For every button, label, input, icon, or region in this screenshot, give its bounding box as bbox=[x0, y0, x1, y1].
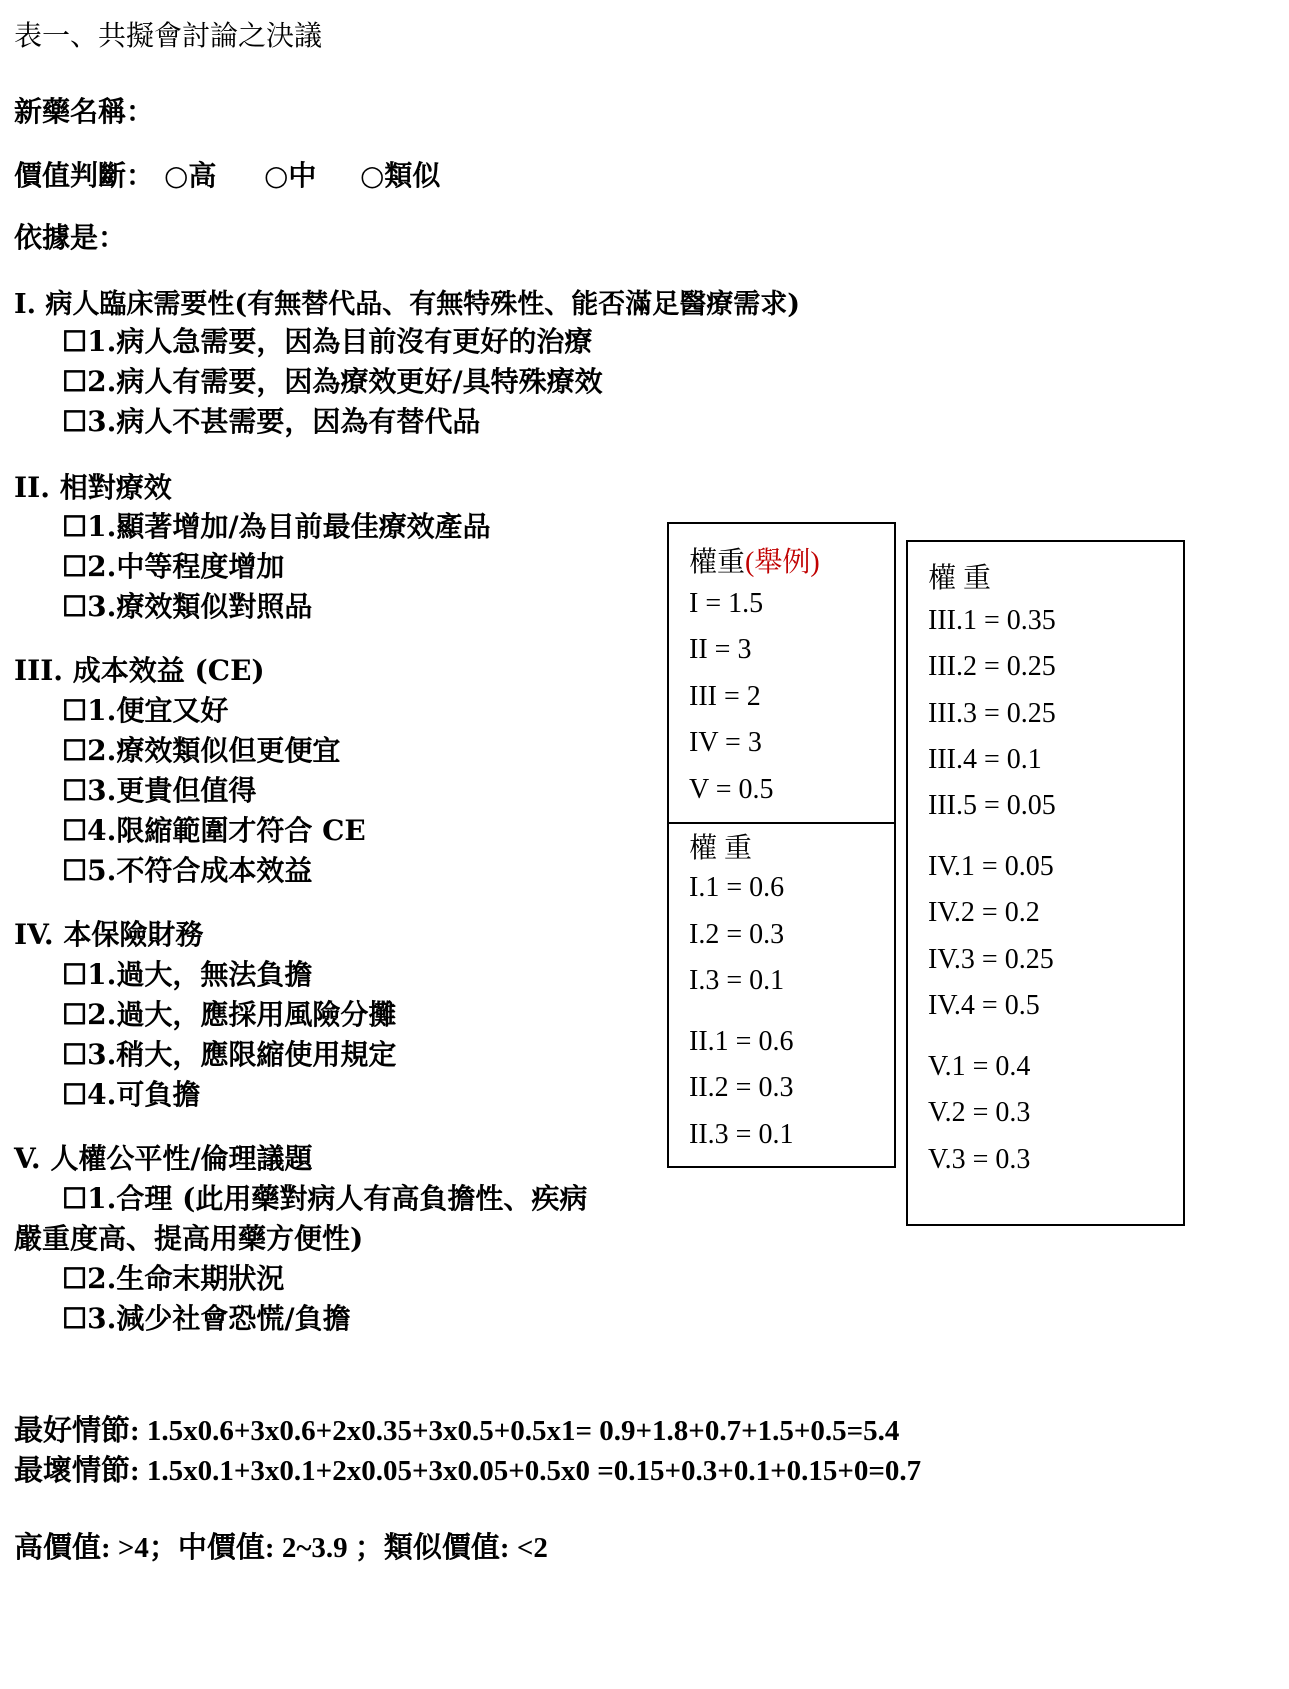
section-heading-3: III. 成本效益 (CE) bbox=[14, 654, 265, 687]
weight-line: IV.4 = 0.5 bbox=[928, 990, 1040, 1021]
checkbox-icon[interactable]: ☐ bbox=[62, 405, 88, 438]
checkbox-icon[interactable]: ☐ bbox=[62, 510, 88, 543]
checkbox-icon[interactable]: ☐ bbox=[62, 774, 88, 807]
drug-name-label: 新藥名稱： bbox=[14, 95, 155, 128]
checkbox-item[interactable]: ☐3.病人不甚需要，因為有替代品 bbox=[62, 405, 481, 438]
section-heading-4: IV. 本保險財務 bbox=[14, 918, 204, 951]
weight-line: I = 1.5 bbox=[689, 588, 764, 619]
checkbox-item[interactable]: ☐1.合理 (此用藥對病人有高負擔性、疾病 bbox=[62, 1182, 588, 1215]
checkbox-item[interactable]: ☐2.病人有需要，因為療效更好/具特殊療效 bbox=[62, 365, 603, 398]
checkbox-item[interactable]: ☐3.更貴但值得 bbox=[62, 774, 257, 807]
weight-line: IV.1 = 0.05 bbox=[928, 851, 1054, 882]
weight-line: I.3 = 0.1 bbox=[689, 965, 785, 996]
checkbox-icon[interactable]: ☐ bbox=[62, 1078, 88, 1111]
weight-line: V.3 = 0.3 bbox=[928, 1144, 1031, 1175]
checkbox-icon[interactable]: ☐ bbox=[62, 958, 88, 991]
weight-line: II.3 = 0.1 bbox=[689, 1119, 794, 1150]
weights-sub2-box bbox=[906, 540, 1185, 1226]
weight-line: IV.2 = 0.2 bbox=[928, 897, 1040, 928]
section-heading-1: I. 病人臨床需要性(有無替代品、有無特殊性、能否滿足醫療需求) bbox=[14, 289, 800, 320]
weight-line: II.1 = 0.6 bbox=[689, 1026, 794, 1057]
weight-line: III.1 = 0.35 bbox=[928, 605, 1056, 636]
weight-line: II = 3 bbox=[689, 634, 752, 665]
item-continuation: 嚴重度高、提高用藥方便性) bbox=[14, 1222, 364, 1255]
checkbox-item[interactable]: ☐1.便宜又好 bbox=[62, 694, 229, 727]
checkbox-icon[interactable]: ☐ bbox=[62, 998, 88, 1031]
checkbox-item[interactable]: ☐2.中等程度增加 bbox=[62, 550, 285, 583]
weight-line: V = 0.5 bbox=[689, 774, 774, 805]
section-heading-2: II. 相對療效 bbox=[14, 471, 172, 504]
checkbox-item[interactable]: ☐2.過大，應採用風險分攤 bbox=[62, 998, 397, 1031]
checkbox-item[interactable]: ☐4.可負擔 bbox=[62, 1078, 201, 1111]
weight-line: III.5 = 0.05 bbox=[928, 790, 1056, 821]
checkbox-icon[interactable]: ☐ bbox=[62, 734, 88, 767]
weights-sub2-title: 權 重 bbox=[928, 563, 992, 594]
weight-line: III.3 = 0.25 bbox=[928, 698, 1056, 729]
checkbox-item[interactable]: ☐5.不符合成本效益 bbox=[62, 854, 313, 887]
checkbox-item[interactable]: ☐1.顯著增加/為目前最佳療效產品 bbox=[62, 510, 491, 543]
weight-line: I.2 = 0.3 bbox=[689, 919, 785, 950]
checkbox-icon[interactable]: ☐ bbox=[62, 365, 88, 398]
checkbox-icon[interactable]: ☐ bbox=[62, 1302, 88, 1335]
weight-line: III = 2 bbox=[689, 681, 761, 712]
weight-line: III.2 = 0.25 bbox=[928, 651, 1056, 682]
value-judgment-label: 價值判斷： bbox=[14, 159, 155, 192]
weight-line: II.2 = 0.3 bbox=[689, 1072, 794, 1103]
weight-line: V.1 = 0.4 bbox=[928, 1051, 1031, 1082]
weights-example-title: 權重(舉例) bbox=[689, 547, 820, 578]
weight-line: IV.3 = 0.25 bbox=[928, 944, 1054, 975]
checkbox-item[interactable]: ☐3.減少社會恐慌/負擔 bbox=[62, 1302, 351, 1335]
checkbox-icon[interactable]: ☐ bbox=[62, 854, 88, 887]
checkbox-item[interactable]: ☐3.稍大，應限縮使用規定 bbox=[62, 1038, 397, 1071]
weight-line: III.4 = 0.1 bbox=[928, 744, 1042, 775]
checkbox-item[interactable]: ☐1.病人急需要，因為目前沒有更好的治療 bbox=[62, 325, 593, 358]
page-title: 表一、共擬會討論之決議 bbox=[14, 19, 323, 52]
weights-sub1-title: 權 重 bbox=[689, 833, 753, 864]
weight-line: V.2 = 0.3 bbox=[928, 1097, 1031, 1128]
checkbox-icon[interactable]: ☐ bbox=[62, 694, 88, 727]
value-option-high[interactable]: ○高 bbox=[164, 159, 217, 192]
value-option-similar[interactable]: ○類似 bbox=[360, 159, 441, 192]
checkbox-item[interactable]: ☐2.療效類似但更便宜 bbox=[62, 734, 341, 767]
checkbox-icon[interactable]: ☐ bbox=[62, 814, 88, 847]
worst-scenario: 最壞情節: 1.5x0.1+3x0.1+2x0.05+3x0.05+0.5x0 =0.15+0.3+0.1+0.15+0=0.7 bbox=[14, 1455, 922, 1487]
checkbox-item[interactable]: ☐4.限縮範圍才符合 CE bbox=[62, 814, 366, 847]
checkbox-item[interactable]: ☐1.過大，無法負擔 bbox=[62, 958, 313, 991]
checkbox-icon[interactable]: ☐ bbox=[62, 590, 88, 623]
best-scenario: 最好情節: 1.5x0.6+3x0.6+2x0.35+3x0.5+0.5x1= 0.9+1.8+0.7+1.5+0.5=5.4 bbox=[14, 1415, 900, 1447]
checkbox-item[interactable]: ☐2.生命末期狀況 bbox=[62, 1262, 285, 1295]
weights-sub1-box bbox=[667, 822, 896, 1168]
checkbox-icon[interactable]: ☐ bbox=[62, 1038, 88, 1071]
checkbox-icon[interactable]: ☐ bbox=[62, 550, 88, 583]
checkbox-icon[interactable]: ☐ bbox=[62, 1262, 88, 1295]
section-heading-5: V. 人權公平性/倫理議題 bbox=[14, 1142, 313, 1175]
value-option-medium[interactable]: ○中 bbox=[264, 159, 317, 192]
value-thresholds: 高價值: >4；中價值: 2~3.9 ；類似價值: <2 bbox=[14, 1532, 548, 1564]
basis-label: 依據是： bbox=[14, 221, 127, 254]
checkbox-icon[interactable]: ☐ bbox=[62, 325, 88, 358]
weights-example-box bbox=[667, 522, 896, 824]
weight-line: IV = 3 bbox=[689, 727, 762, 758]
checkbox-icon[interactable]: ☐ bbox=[62, 1182, 88, 1215]
checkbox-item[interactable]: ☐3.療效類似對照品 bbox=[62, 590, 313, 623]
weight-line: I.1 = 0.6 bbox=[689, 872, 785, 903]
